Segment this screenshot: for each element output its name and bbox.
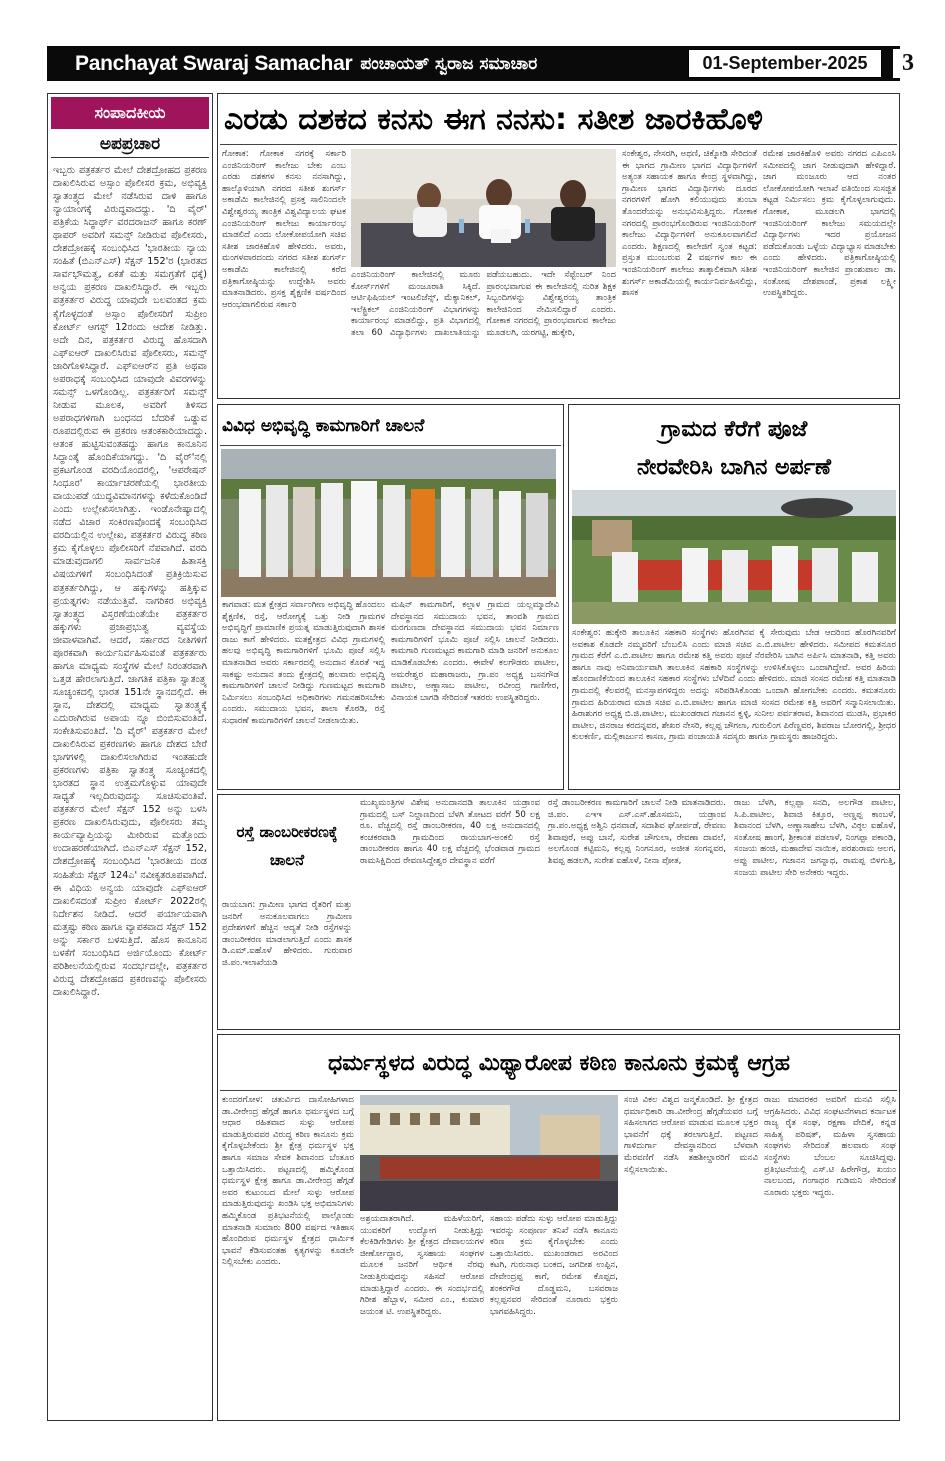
dev-col-1: ಕಾಗವಾಡ: ಮತ ಕ್ಷೇತ್ರದ ಸರ್ವಾಂಗೀಣ ಅಭಿವೃದ್ಧಿ ಹೊಂದಲು ಶೈಕ್ಷಣಿಕ, ರಸ್ತೆ, ಆರೋಗ್ಯಕ್ಕೆ ಒತ್ತು ನೀಡಿ ಗ್ರಾಮಗಳ ಅಭಿವೃದ್ಧಿಗೆ ಪ್ರಾಮಾಣಿಕ ಪ್ರಯತ್ನ ಮಾಡುತ್ತಿರುವುದಾಗಿ ಶಾಸಕ ರಾಜು ಕಾಗೆ ಹೇಳಿದರು. ಮತಕ್ಷೇತ್ರದ ವಿವಿಧ ಗ್ರಾಮಗಳಲ್ಲಿ ಹಲವು ಅಭಿವೃದ್ಧಿ ಕಾಮಗಾರಿಗಳಿಗೆ ಭೂಮಿ ಪೂಜೆ ಸಲ್ಲಿಸಿ ಮಾತನಾಡಿದ ಅವರು ಸರ್ಕಾರದಲ್ಲಿ ಅನುದಾನ ಕೊರತೆ ಇದ್ದ ಸಾಕಷ್ಟು ಅನುದಾನ ತಂದು ಕ್ಷೇತ್ರದಲ್ಲಿ ಹಲವಾರು ಅಭಿವೃದ್ಧಿ ಕಾಮಗಾರಿಗಳಿಗೆ ಚಾಲನೆ ನೀಡಿದ್ದು ಗುಣಮಟ್ಟದ ಕಾಮಗಾರಿ ನಿರ್ಮಿಸಲು ಸಂಬಂಧಿಸಿದ ಅಧಿಕಾರಿಗಳು ಗಮನಹರಿಸಬೇಕು ಎಂದರು. ಸಮುದಾಯ ಭವನ, ಶಾಲಾ ಕೊಠಡಿ, ರಸ್ತೆ ಸುಧಾರಣೆ ಕಾಮಗಾರಿಗಳಿಗೆ ಚಾಲನೆ ನೀಡಲಾಯಿತು. [222,600,385,726]
issue-date: 01-September-2025 [688,49,882,78]
road-col-3: ರಸ್ತೆ ಡಾಂಬರೀಕರಣ ಕಾಮಗಾರಿಗೆ ಚಾಲನೆ ನೀಡಿ ಮಾತನಾಡಿದರು. ಜಿ.ಪಂ. ಎಇಇ ಎಸ್.ಎಸ್.ಹೊಸಮನಿ, ಯಡ್ರಾಂವ ಗ್ರಾ.ಪಂ.ಅಧ್ಯಕ್ಷ ಅಶ್ವಿನಿ ಧನವಾಡೆ, ಸದಾಶಿವ ಘೋರ್ಪಡೆ, ರೇವಣು ಶಿವಾಪುರೆ, ಅಪ್ಪು ಬಾನೆ, ಸುರೇಶ ಚೌಗುಲಾ, ರೇವಣಾ ದಾವಲೆ, ಅಲಗೊಂಡ ಕಟ್ಟಿಮನಿ, ಕಲ್ಲಪ್ಪ ನಿಂಗನೂರ, ಅಜೀತ ಸಂಗನ್ನವರ, ಶಿವಪ್ಪ ಹಡಲಗಿ, ಸುರೇಶ ಐಹೊಳೆ, ನೀನಾ ಪೋತ, [548,798,726,866]
lead-headline: ಎರಡು ದಶಕದ ಕನಸು ಈಗ ನನಸು: ಸತೀಶ ಜಾರಕಿಹೊಳಿ [224,102,763,137]
dev-col-2: ಮಷಿನ್ ಕಾಮಗಾರಿಗೆ, ಕಲ್ಲಾಳ ಗ್ರಾಮದ ಯಲ್ಲಮ್ಮಾದೇವಿ ದೇವಸ್ಥಾನದ ಸಮುದಾಯ ಭವನ, ತಾಂವಶಿ ಗ್ರಾಮದ ಮರಗುಣದಾ ದೇವಸ್ಥಾನದ ಸಮುದಾಯ ಭವನ ನಿರ್ಮಾಣ ಕಾಮಗಾರಿಗಳಿಗೆ ಭೂಮಿ ಪೂಜೆ ಸಲ್ಲಿಸಿ ಚಾಲನೆ ನೀಡಿದರು. ಕಾಮಗಾರಿ ಗುಣಮಟ್ಟದ ಕಾಮಗಾರಿ ಮಾಡಿ ಜನರಿಗೆ ಅನುಕೂಲ ಮಾಡಿಕೊಡಬೇಕು ಎಂದರು. ಈವೇಳೆ ಕಲಗೌಡರು ಪಾಟೀಲ, ಅಮರೇಶ್ವರ ಮಹಾರಾಜರು, ಗ್ರಾ.ಪಂ ಅಧ್ಯಕ್ಷ ಬಸನಗೌಡ ಪಾಟೀಲ, ಅಣ್ಣಾಸಾಬ ಪಾಟೀಲ, ರವೀಂದ್ರ ಗಾಣಿಗೇರ, ವಿನಾಯಕ ಬಾಗಡಿ ಸೇರಿದಂತೆ ಇತರರು ಉಪಸ್ಥಿತರಿದ್ದರು. [391,600,559,703]
masthead-title-english: Panchayat Swaraj Samachar [75,51,353,75]
dharma-photo [360,1095,618,1211]
lake-headline-line-1: ಗ್ರಾಮದ ಕೆರೆಗೆ ಪೂಜೆ [660,417,808,442]
dharma-col-2: ಅಶ್ರಯದಾತರಾಗಿದೆ. ಮಹಿಳೆಯರಿಗೆ, ಯುವಕರಿಗೆ ಉದ್ಯೋಗ ನೀಡುತ್ತಿದ್ದು ಕೆಲಕಿಡಿಗೇಡಿಗಳು ಶ್ರೀ ಕ್ಷೇತ್ರದ ದೇವಾಲಯಗಳ ಜೀರ್ಣೋದ್ಧಾರ, ಸ್ವಸಹಾಯ ಸಂಘಗಳ ಮೂಲಕ ಜನರಿಗೆ ಆರ್ಥಿಕ ನೆರವು ನೀಡುತ್ತಿರುವುದನ್ನು ಸಹಿಸದೆ ಆರೋಪ ಮಾಡುತ್ತಿದ್ದಾರೆ ಎಂದರು. ಈ ಸಂದರ್ಭದಲ್ಲಿ ಗಿರೀಶ ಹೆಬ್ಬಾಳ, ಸಮೀರ ಎಂ., ಕುಮಾರ ಜಯಂತ ಟಿ. ಉಪಸ್ಥಿತರಿದ್ದರು. [360,1214,484,1317]
lead-headline-rule [220,144,897,145]
road-col-4: ರಾಜು ಬೆಳಗಿ, ಕಲ್ಲಪ್ಪಾ ಸನದಿ, ಅಲಗೌಡ ಪಾಟೀಲ, ಸಿ.ಪಿ.ಪಾಟೀಲ, ಶಿವಾಜಿ ಕಿತ್ತೂರ, ಅಣ್ಣಪ್ಪ ಕಾಂಬಳೆ, ಶಿವಾನಂದ ಬೆಳಗಿ, ಅಣ್ಣಾಸಾಹೇಬ ಬೆಳಗಿ, ವಿಠ್ಠಲ ಐಹೊಳೆ, ಸಂತೋಷ ಹಾಂಗೆ, ಶ್ರೀಕಾಂತ ಪಡಲಾಳೆ, ನಿಂಗಪ್ಪಾ ಪಕಾಂಡಿ, ಸಂಜಯ ಹಂಜಿ, ಮಹಾದೇವ ನಾಯಿಕ, ಪರಶುರಾಮ ಆಲಗ, ಅಪ್ಪು ಪಾಟೀಲ, ಗಜಾನನ ಜಗನ್ನಾಥ, ರಾಮಪ್ಪ ಬಿಳಗುತ್ತಿ, ಸಂಜಯ ಪಾಟೀಲ ಸೇರಿ ಅನೇಕರು ಇದ್ದರು. [734,798,896,878]
lead-col-1: ಗೋಕಾಕ: ಗೋಕಾಕ ನಗರಕ್ಕೆ ಸರ್ಕಾರಿ ಎಂಜಿನಿಯರಿಂಗ್ ಕಾಲೇಜು ಬೇಕು ಎಂಬ ಎರಡು ದಶಕಗಳ ಕನಸು ನನಸಾಗಿದ್ದು, ಹಾಲ್ಕೊಳಿಯಾಗಿ ನಗರದ ಸತೀಶ ಶುಗರ್ಸ್ ಅಕಾಡೆಮಿ ಕಾಲೇಜಿನಲ್ಲಿ ಪ್ರಸಕ್ತ ಸಾಲಿನಿಂದಲೇ ವಿಶ್ವೇಶ್ವರಯ್ಯ ತಾಂತ್ರಿಕ ವಿಶ್ವವಿದ್ಯಾಲಯ ಘಟಕ ಎಂಜಿನಿಯರಿಂಗ್ ಕಾಲೇಜು ಕಾರ್ಯಾರಂಭ ಮಾಡಲಿದೆ ಎಂದು ಲೋಕೋಪಯೋಗಿ ಸಚಿವ ಸತೀಶ ಜಾರಕಿಹೊಳಿ ಹೇಳಿದರು. ಅವರು, ಮಂಗಳವಾರದಂದು ನಗರದ ಸತೀಶ ಶುಗರ್ಸ್ ಅಕಾಡೆಮಿ ಕಾಲೇಜಿನಲ್ಲಿ ಕರೆದ ಪತ್ರಿಕಾಗೋಷ್ಠಿಯನ್ನು ಉದ್ದೇಶಿಸಿ ಅವರು ಮಾತನಾಡಿದರು. ಪ್ರಸಕ್ತ ಶೈಕ್ಷಣಿಕ ವರ್ಷದಿಂದ ಆರಂಭವಾಗಲಿರುವ ಸರ್ಕಾರಿ [222,149,346,310]
lake-photo [572,490,896,624]
dharma-col-3: ಸಹಾಯ ಪಡೆದು ಸುಳ್ಳು ಆರೋಪ ಮಾಡುತ್ತಿದ್ದು ಇವರನ್ನು ಸಂಪೂರ್ಣ ತನಿಖೆ ನಡೆಸಿ ಕಾನೂನು ಕಠಿಣ ಕ್ರಮ ಕೈಗೊಳ್ಳಬೇಕು ಎಂದು ಒತ್ತಾಯಿಸಿದರು. ಮುಖಂಡರಾದ ಅರವಿಂದ ಕಟಗಿ, ಗುರುನಾಥ ಬಂಕದ, ಜಗದೀಶ ಉಪ್ಪಿನ, ದೇವೇಂದ್ರಪ್ಪ ಕಾಗೆ, ರಮೇಶ ಕೊಪ್ಪದ, ಶಂಕರಗೌಡ ದೊಡ್ಡಮನಿ, ಬಸವರಾಜ ಕಲ್ಲಪ್ಪನವರ ಸೇರಿದಂತೆ ನೂರಾರು ಭಕ್ತರು ಭಾಗವಹಿಸಿದ್ದರು. [490,1214,618,1317]
lead-col-2: ಎಂಜಿನಿಯರಿಂಗ್ ಕಾಲೇಜಿನಲ್ಲಿ ಮೂರು ಕೋರ್ಸ್‌ಗಳಿಗೆ ಮಂಜೂರಾತಿ ಸಿಕ್ಕಿದೆ. ಆರ್ಟಿಫಿಷಿಯಲ್ ಇಂಟಲಿಜೆನ್ಸ್, ಮೆಕ್ಯಾನಿಕಲ್, ಇಲೆಕ್ಟ್ರಿಕಲ್ ಎಂಜಿನಿಯರಿಂಗ್ ವಿಭಾಗಗಳನ್ನು ಕಾರ್ಯಾರಂಭ ಮಾಡಲಿದ್ದು, ಪ್ರತಿ ವಿಭಾಗದಲ್ಲಿ ತಲಾ 60 ವಿದ್ಯಾರ್ಥಿಗಳು ದಾಖಲಾತಿಯನ್ನು ಪಡೆಯಬಹುದು. ಇದೇ ಸೆಪ್ಟೆಂಬರ್ ನಿಂದ ಪ್ರಾರಂಭವಾಗುವ ಈ ಕಾಲೇಜಿನಲ್ಲಿ ನುರಿತ ಶಿಕ್ಷಕ ಸಿಬ್ಬಂದಿಗಳನ್ನು ವಿಶ್ವೇಶ್ವರಯ್ಯ ತಾಂತ್ರಿಕ ಕಾಲೇಜಿನಿಂದ ನೇಮಿಸಲಿದ್ದಾರೆ ಎಂದರು. ಗೋಕಾಕ ನಗರದಲ್ಲಿ ಪ್ರಾರಂಭವಾಗುವ ಕಾಲೇಜು ಮೂಡಲಗಿ, ಯರಗಟ್ಟಿ, ಹುಕ್ಕೇರಿ, [351,270,616,338]
road-col-2: ಮುಖ್ಯಮಂತ್ರಿಗಳ ವಿಶೇಷ ಅನುದಾನದಡಿ ತಾಲೂಕಿನ ಯಡ್ರಾಂವ ಗ್ರಾಮದಲ್ಲಿ ಬಸ್ ನಿಲ್ದಾಣದಿಂದ ಬೆಳಗಿ ತೋಟದ ವರೆಗೆ 50 ಲಕ್ಷ ರೂ. ವೆಚ್ಚದಲ್ಲಿ ರಸ್ತೆ ಡಾಂಬರೀಕರಣ, 40 ಲಕ್ಷ ಅನುದಾನದಲ್ಲಿ ಕಂಚಕರವಾಡಿ ಗ್ರಾಮದಿಂದ ರಾಯಬಾಗ-ಅಂಕಲಿ ರಸ್ತೆ ಡಾಂಬರೀಕರಣ ಹಾಗೂ 40 ಲಕ್ಷ ವೆಚ್ಚದಲ್ಲಿ ಭೆಂಡವಾಡ ಗ್ರಾಮದ ರಾಮಸಿಕ್ಷಿದಿಂದ ರೇವಣಸಿದ್ದೇಶ್ವರ ದೇವಸ್ಥಾನ ವರೆಗೆ [360,798,540,866]
dharma-headline-rule [220,1090,897,1091]
dev-photo [221,449,556,597]
masthead-title-kannada: ಪಂಚಾಯತ್ ಸ್ವರಾಜ ಸಮಾಚಾರ [360,53,538,74]
dharma-col-1: ಕುಂದರಗೋಳ: ಚತುರ್ವಿದ ದಾಸೋಹಿಗಳಾದ ಡಾ.ವೀರೇಂದ್ರ ಹೆಗ್ಗಡೆ ಹಾಗೂ ಧರ್ಮಸ್ಥಳದ ಬಗ್ಗೆ ಆಧಾರ ರಹಿತವಾದ ಸುಳ್ಳು ಆರೋಪ ಮಾಡುತ್ತಿರುವವರ ವಿರುದ್ಧ ಕಠಿಣ ಕಾನೂನು ಕ್ರಮ ಕೈಗೊಳ್ಳಬೇಕೆಂದು ಶ್ರೀ ಕ್ಷೇತ್ರ ಧರ್ಮಸ್ಥಳ ಭಕ್ತ ಹಾಗೂ ಸಮಾಜ ಸೇವಕ ಶಿವಾನಂದ ಬೆಂತೂರ ಒತ್ತಾಯಿಸಿದರು. ಪಟ್ಟಣದಲ್ಲಿ ಹಮ್ಮಿಕೊಂಡ ಧರ್ಮಸ್ಥಳ ಕ್ಷೇತ್ರ ಹಾಗೂ ಡಾ.ವೀರೇಂದ್ರ ಹೆಗ್ಗಡೆ ಅವರ ಕುಟುಂಬದ ಮೇಲೆ ಸುಳ್ಳು ಆರೋಪ ಮಾಡುತ್ತಿರುವುದನ್ನು ಖಂಡಿಸಿ ಭಕ್ತ ಅಭಿಮಾನಿಗಳು ಹಮ್ಮಿಕೊಂಡ ಪ್ರತಿಭಟನೆಯಲ್ಲಿ ಪಾಲ್ಗೊಂಡು ಮಾತನಾಡಿ ಸುಮಾರು 800 ವರ್ಷದ ಇತಿಹಾಸ ಹೊಂದಿರುವ ಧರ್ಮಸ್ಥಳ ಕ್ಷೇತ್ರದ ಧಾರ್ಮಿಕ ಭಾವನೆ ಕೆಡಿಸುವಂತಹ ಕೃತ್ಯಗಳನ್ನು ಕೂಡಲೇ ನಿಲ್ಲಿಸಬೇಕು ಎಂದರು. [222,1095,354,1268]
editorial-body: ಇಬ್ಬರು ಪತ್ರಕರ್ತರ ಮೇಲೆ ದೇಶದ್ರೋಹದ ಪ್ರಕರಣ ದಾಖಲಿಸಿರುವ ಅಸ್ಸಾಂ ಪೊಲೀಸರ ಕ್ರಮ, ಅಭಿವ್ಯಕ್ತಿ ಸ್ವಾತಂತ್ರ್ಯದ ಮೇಲೆ ನಡೆಸಿರುವ ದಾಳಿ ಹಾಗೂ ನ್ಯಾಯಾಂಗಕ್ಕೆ ವಿರುದ್ಧವಾದದ್ದು. 'ದಿ ವೈರ್' ಪತ್ರಿಕೆಯ ಸಿದ್ಧಾರ್ಥ್ ವರದರಾಜನ್ ಹಾಗೂ ಕರಣ್ ಥಾಪರ್ ಅವರಿಗೆ ಸಮನ್ಸ್ ನೀಡಿರುವ ಪೊಲೀಸರು, ದೇಶದ್ರೋಹಕ್ಕೆ ಸಂಬಂಧಿಸಿದ 'ಭಾರತೀಯ ನ್ಯಾಯ ಸಂಹಿತೆ (ಬಿಎನ್‌ಎಸ್) ಸೆಕ್ಷನ್ 152'ರ (ಭಾರತದ ಸಾರ್ವಭೌಮತ್ವ, ಏಕತೆ ಮತ್ತು ಸಮಗ್ರತೆಗೆ ಧಕ್ಕೆ) ಅನ್ವಯ ಪ್ರಕರಣ ದಾಖಲಿಸಿದ್ದಾರೆ. ಈ ಇಬ್ಬರು ಪತ್ರಕರ್ತರ ವಿರುದ್ಧ ಯಾವುದೇ ಬಲವಂತದ ಕ್ರಮ ಕೈಗೊಳ್ಳದಂತೆ ಅಸ್ಸಾಂ ಪೊಲೀಸರಿಗೆ ಸುಪ್ರೀಂ ಕೋರ್ಟ್ ಆಗಸ್ಟ್ 12ರಂದು ಆದೇಶ ನೀಡಿತ್ತು. ಅದೇ ದಿನ, ಪತ್ರಕರ್ತರ ವಿರುದ್ಧ ಹೊಸದಾಗಿ ಎಫ್‌ಐಆರ್ ದಾಖಲಿಸಿರುವ ಪೊಲೀಸರು, ಸಮನ್ಸ್ ಜಾರಿಗೊಳಿಸಿದ್ದಾರೆ. ಎಫ್‌ಐಆರ್‌ನ ಪ್ರತಿ ಅಥವಾ ಅಪರಾಧಕ್ಕೆ ಸಂಬಂಧಿಸಿದ ಯಾವುದೇ ವಿವರಗಳನ್ನು ಸಮನ್ಸ್ ಒಳಗೊಂಡಿಲ್ಲ. ಪತ್ರಕರ್ತರಿಗೆ ಸಮನ್ಸ್ ನೀಡುವ ಮೂಲಕ, ಅವರಿಗೆ ತಿಳಿಸದ ಅಪರಾಧಗಳಿಗಾಗಿ ಬಂಧನದ ಬೆದರಿಕೆ ಒಡ್ಡುವ ರೂಪದಲ್ಲಿರುವ ಈ ಪ್ರಕರಣ ಆತಂಕಕಾರಿಯಾದದ್ದು. ಆತಂಕ ಹುಟ್ಟಿಸುವಂತಹದ್ದು ಹಾಗೂ ಕಾನೂನಿನ ಸಿದ್ಧಾಂತ್ಕೆ ಹೊಂದಿಕೆಯಾಗದ್ದು. 'ದಿ ವೈರ್'ನಲ್ಲಿ ಪ್ರಕಟಗೊಂಡ ವರದಿಯೊಂದರಲ್ಲಿ, 'ಆಪರೇಷನ್ ಸಿಂಧೂರ' ಕಾರ್ಯಾಚರಣೆಯಲ್ಲಿ ಭಾರತೀಯ ವಾಯುಪಡೆ ಯುದ್ಧವಿಮಾನಗಳನ್ನು ಕಳೆದುಕೊಂಡಿದೆ ಎಂದು ಉಲ್ಲೇಖಿಸಲಾಗಿತ್ತು. ಇಂಡೊನೇಷ್ಯಾದಲ್ಲಿ ನಡೆದ ವಿಚಾರ ಸಂಕಿರಣವೊಂದಕ್ಕೆ ಸಂಬಂಧಿಸಿದ ವರದಿಯಲ್ಲಿನ ಉಲ್ಲೇಖ, ಪತ್ರಕರ್ತರ ವಿರುದ್ಧ ಕಠಿಣ ಕ್ರಮ ಕೈಗೊಳ್ಳಲು ಪೊಲೀಸರಿಗೆ ನೆಪವಾಗಿದೆ. ವರದಿ ಮಾಡುವುದಾಗಲಿ ಸಾರ್ವಜನಿಕ ಹಿತಾಸಕ್ತಿ ವಿಷಯಗಳಿಗೆ ಸಂಬಂಧಿಸಿದಂತೆ ಪ್ರತಿಕ್ರಿಯಿಸುವ ಪತ್ರಕರ್ತರಿಗಿದ್ದು, ಆ ಹಕ್ಕುಗಳನ್ನು ಹತ್ತಿಕ್ಕುವ ಪ್ರಯತ್ನಗಳು ನಡೆಯುತ್ತಿವೆ. ನಾಗರಿಕರ ಅಭಿವ್ಯಕ್ತಿ ಸ್ವಾತಂತ್ರ್ಯದ ವಿಸ್ತರಣೆಯಂತೆಯೇ ಪತ್ರಕರ್ತರ ಹಕ್ಕುಗಳು ಪ್ರಜಾಪ್ರಭುತ್ವ ವ್ಯವಸ್ಥೆಯ ಜೀವಾಳವಾಗಿವೆ. ಆದರೆ, ಸರ್ಕಾರದ ನೀತಿಗಳಿಗೆ ಪೂರಕವಾಗಿ ಕಾರ್ಯನಿರ್ವಹಿಸುವಂತೆ ಪತ್ರಕರ್ತರು ಹಾಗೂ ಮಾಧ್ಯಮ ಸಂಸ್ಥೆಗಳ ಮೇಲೆ ನಿರಂತರವಾಗಿ ಒತ್ತಡ ಹೇರಲಾಗುತ್ತಿದೆ. ಜಾಗತಿಕ ಪತ್ರಿಕಾ ಸ್ವಾತಂತ್ರ್ಯ ಸೂಚ್ಯಂಕದಲ್ಲಿ ಭಾರತ 151ನೇ ಸ್ಥಾನದಲ್ಲಿದೆ. ಈ ಸ್ಥಾನ, ದೇಶದಲ್ಲಿ ಮಾಧ್ಯಮ ಸ್ವಾತಂತ್ರ್ಯಕ್ಕೆ ಎದುರಾಗಿರುವ ಅಪಾಯ ನ್ನೂ ಬಿಂಬಿಸುವಂತಿದೆ. ಸಂಕೇತಿಸುವಂತಿದೆ. 'ದಿ ವೈರ್' ಪತ್ರಕರ್ತರ ಮೇಲೆ ದಾಖಲಿಸಿರುವ ಪ್ರಕರಣಗಳು ಹಾಗೂ ದೇಶದ ಬೇರೆ ಭಾಗಗಳಲ್ಲಿ ದಾಖಲಿಸಲಾಗಿರುವ ಇಂತಹುದೇ ಪ್ರಕರಣಗಳು ಪತ್ರಿಕಾ ಸ್ವಾತಂತ್ರ್ಯ ಸೂಚ್ಯಂಕದಲ್ಲಿ ಭಾರತದ ಸ್ಥಾನ ಉತ್ತಮಗೊಳ್ಳುವ ಯಾವುದೇ ಸಾಧ್ಯತೆ ಇಲ್ಲದಿರುವುದನ್ನು ಸೂಚಿಸುವಂತಿವೆ. ಪತ್ರಕರ್ತರ ಮೇಲೆ ಸೆಕ್ಷನ್ 152 ಅನ್ನು ಬಳಸಿ ಪ್ರಕರಣ ದಾಖಲಿಸಿರುವುದು, ಪೊಲೀಸರು ತಮ್ಮ ಕಾರ್ಯವ್ಯಾಪ್ತಿಯನ್ನು ಮೀರಿರುವ ಮತ್ತೊಂದು ಉದಾಹರಣೆಯಾಗಿದೆ. ಬಿಎನ್‌ಎಸ್ ಸೆಕ್ಷನ್ 152, ದೇಶದ್ರೋಹಕ್ಕೆ ಸಂಬಂಧಿಸಿದ 'ಭಾರತೀಯ ದಂಡ ಸಂಹಿತೆಯ ಸೆಕ್ಷನ್ 124ಎ' ನವೀಕೃತರೂಪವಾಗಿದೆ. ಈ ವಿಧಿಯ ಅನ್ವಯ ಯಾವುದೇ ಎಫ್‌ಐಆರ್ ದಾಖಲಿಸದಂತೆ ಸುಪ್ರೀಂ ಕೋರ್ಟ್ 2022ರಲ್ಲಿ ನಿರ್ದೇಶನ ನೀಡಿದೆ. ಆದರೆ ಪರ್ಯಾಯವಾಗಿ ಮತ್ತಷ್ಟು ಕಠಿಣ ಹಾಗೂ ವ್ಯಾಪಕವಾದ ಸೆಕ್ಷನ್ 152 ಅನ್ನು ಸರ್ಕಾರ ಬಳಸುತ್ತಿದೆ. ಹೊಸ ಕಾನೂನಿನ ಬಳಕೆಗೆ ಸಂಬಂಧಿಸಿದ ಅರ್ಜಿಯೊಂದು ಕೋರ್ಟ್ ಪರಿಶೀಲನೆಯಲ್ಲಿರುವ ಸಂದರ್ಭದಲ್ಲೇ, ಪತ್ರಕರ್ತರ ವಿರುದ್ಧ ದೇಶದ್ರೋಹದ ಪ್ರಕರಣವನ್ನು ಪೊಲೀಸರು ದಾಖಲಿಸಿದ್ದಾರೆ. [53,165,207,998]
road-headline-line-2: ಚಾಲನೆ [269,851,305,869]
editorial-label: ಸಂಪಾದಕೀಯ [51,97,209,129]
lake-headline-line-2: ನೇರವೇರಿಸಿ ಬಾಗಿನ ಅರ್ಪಣೆ [636,455,832,480]
editorial-title: ಅಪಪ್ರಚಾರ [51,130,209,158]
road-col-1: ರಾಯಬಾಗ: ಗ್ರಾಮೀಣ ಭಾಗದ ರೈತರಿಗೆ ಮತ್ತು ಜನರಿಗೆ ಅನುಕೂಲವಾಗಲು ಗ್ರಾಮೀಣ ಪ್ರದೇಶಗಳಿಗೆ ಹೆಚ್ಚಿನ ಆದ್ಯತೆ ನೀಡಿ ರಸ್ತೆಗಳನ್ನು ಡಾಂಬರೀಕರಣ ಮಾಡಲಾಗುತ್ತಿದೆ ಎಂದು ಶಾಸಕ ಡಿ.ಎಮ್.ಐಹೊಳೆ ಹೇಳಿದರು. ಗುರುವಾರ ಜಿ.ಪಂ.ಇಲಾಖೆಯಡಿ [222,900,352,968]
lead-col-3: ಸಂಕೇಶ್ವರ, ನೇಸರಗಿ, ಅಥಣಿ, ಚಿಕ್ಕೋಡಿ ಸೇರಿದಂತೆ ಈ ಭಾಗದ ಗ್ರಾಮೀಣ ಭಾಗದ ವಿದ್ಯಾರ್ಥಿಗಳಿಗೆ ಅತ್ಯಂತ ಸಹಾಯಕ ಹಾಗೂ ಕೇಂದ್ರ ಸ್ಥಳವಾಗಿದ್ದು, ಗ್ರಾಮೀಣ ಭಾಗದ ವಿದ್ಯಾರ್ಥಿಗಳು ದೂರದ ನಗರಗಳಿಗೆ ಹೋಗಿ ಕಲಿಯುವುದು ತುಂಬಾ ತೊಂದರೆಯನ್ನು ಅನುಭವಿಸುತ್ತಿದ್ದರು. ಗೋಕಾಕ ನಗರದಲ್ಲಿ ಪ್ರಾರಂಭಗೊಂಡಿರುವ ಇಂಜಿನಿಯರಿಂಗ್ ಕಾಲೇಜು ವಿದ್ಯಾರ್ಥಿಗಳಿಗೆ ಅನುಕೂಲವಾಗಲಿದೆ ಎಂದರು. ಶಿಕ್ಷಣದಲ್ಲಿ ಕಾಲೇಜಿಗೆ ಸ್ವಂತ ಕಟ್ಟಡ: ಪ್ರಸ್ತುತ ಮುಂಬರುವ 2 ವರ್ಷಗಳ ಕಾಲ ಈ ಇಂಜಿನಿಯರಿಂಗ್ ಕಾಲೇಜು ತಾತ್ಕಾಲಿಕವಾಗಿ ಸತೀಶ ಶುಗರ್ಸ್ ಅಕಾಡೆಮಿಯಲ್ಲಿ ಕಾರ್ಯನಿರ್ವಹಿಸಲಿದ್ದು, ಶಾಸಕ [622,149,757,299]
page-number: 3 [893,49,923,78]
dharma-col-4: ಸಂಚಿ ವಿಕಲ ವಿಶ್ವದ ಜನ್ಮಕೊಂಡಿದೆ. ಶ್ರೀ ಕ್ಷೇತ್ರದ ಧರ್ಮಾಧಿಕಾರಿ ಡಾ.ವೀರೇಂದ್ರ ಹೆಗ್ಗಡೆಯವರ ಬಗ್ಗೆ ಸಹಿಸಲಾಗದ ಆರೋಪ ಮಾಡುವ ಮೂಲಕ ಭಕ್ತರ ಭಾವನೆಗೆ ಧಕ್ಕೆ ತರಲಾಗುತ್ತಿದೆ. ಪಟ್ಟಣದ ಗಾಳಿದುರ್ಗಾ ದೇವಸ್ಥಾನದಿಂದ ಬೆಳವಾಗಿ ಮೆರವಣಿಗೆ ನಡೆಸಿ ತಹಶೀಲ್ದಾರರಿಗೆ ಮನವಿ ಸಲ್ಲಿಸಲಾಯಿತು. [624,1095,758,1175]
road-headline-line-1: ರಸ್ತೆ ಡಾಂಬರೀಕರಣಕ್ಕೆ [236,823,338,841]
dharma-headline: ಧರ್ಮಸ್ಥಳದ ವಿರುದ್ಧ ಮಿಥ್ಯಾರೋಪ ಕಠಿಣ ಕಾನೂನು ಕ್ರಮಕ್ಕೆ ಆಗ್ರಹ [328,1051,790,1076]
dharma-col-5: ರಾಜು ಮಾದರಕರ ಅವರಿಗೆ ಮನವಿ ಸಲ್ಲಿಸಿ ಆಗ್ರಹಿಸಿದರು. ವಿವಿಧ ಸಂಘಟನೆಗಳಾದ ಕರ್ನಾಟಕ ರಾಜ್ಯ ರೈತ ಸಂಘ, ರಕ್ಷಣಾ ವೇದಿಕೆ, ಕನ್ನಡ ಸಾಹಿತ್ಯ ಪರಿಷತ್, ಮಹಿಳಾ ಸ್ವಸಹಾಯ ಸಂಘಗಳು ಸೇರಿದಂತೆ ಹಲವಾರು ಸಂಘ ಸಂಸ್ಥೆಗಳು ಬೆಂಬಲ ಸೂಚಿಸಿದ್ದವು. ಪ್ರತಿಭಟನೆಯಲ್ಲಿ ಎಸ್.ಟಿ ಹಿರೇಗೌಡ್ರ, ಖಯಂ ನಾಲಬಂದ, ಗಂಗಾಧರ ಗುಡಿಮನಿ ಸೇರಿದಂತೆ ನೂರಾರು ಭಕ್ತರು ಇದ್ದರು. [764,1095,896,1198]
lake-body: ಸಂಕೇಶ್ವರ: ಹುಕ್ಕೇರಿ ತಾಲೂಕಿನ ಸಹಕಾರಿ ಸಂಸ್ಥೆಗಳು ಹೊರಗಿನವ ಕೈ ಸೇರುವುದು ಬೇಡ ಆದರಿಂದ ಹೊರಗಿನವರಿಗೆ ಅವಕಾಶ ಕೊಡದೇ ನಮ್ಮವರಿಗೆ ಬೆಂಬಲಿಸಿ ಎಂದು ಮಾಜಿ ಸಚಿವ ಎ.ಬಿ.ಪಾಟೀಲ ಹೇಳಿದರು. ಸಮೀಪದ ಕಮತನೂರ ಗ್ರಾಮದ ಕೆರೆಗೆ ಎ.ಬಿ.ಪಾಟೀಲ ಹಾಗೂ ರಮೇಶ ಕತ್ತಿ ಅವರು ಪೂಜೆ ನೆರವೇರಿಸಿ ಬಾಗಿನ ಅರ್ಪಿಸಿ ಮಾತನಾಡಿ, ಕತ್ತಿ ಅವರು ಹಾಗೂ ನಾವು ಅನಿವಾರ್ಯವಾಗಿ ತಾಲೂಕಿನ ಸಹಕಾರಿ ಸಂಸ್ಥೆಗಳನ್ನು ಉಳಿಸಿಕೊಳ್ಳಲು ಒಂದಾಗಿದ್ದೇವೆ. ಅವರ ಹಿರಿಯ ಹೊಂದಾಣಿಕೆಯಿಂದ ತಾಲೂಕಿನ ಸಹಕಾರ ಸಂಸ್ಥೆಗಳು ಬೆಳೆದಿವೆ ಎಂದು ಹೇಳಿದರು. ಮಾಜಿ ಸಂಸದ ರಮೇಶ ಕತ್ತಿ ಮಾತನಾಡಿ ಗ್ರಾಮದಲ್ಲಿ ಕೆಲವರಲ್ಲಿ ಮನಸ್ತಾಪಗಳಿದ್ದರು ಅದನ್ನು ಸರಿಪಡಿಸಿಕೊಂಡು ಒಂದಾಗಿ ಹೋಗಬೇಕು ಎಂದರು. ಕಮತನೂರು ಗ್ರಾಮದ ಹಿರಿಯರಾದ ಮಾಜಿ ಸಚಿವ ಎ.ಬಿ.ಪಾಟೀಲ ಹಾಗೂ ಮಾಜಿ ಸಂಸದ ರಮೇಶ ಕತ್ತಿ ಅವರಿಗೆ ಸನ್ಮಾನಿಸಲಾಯಿತು. ಹಿರಾಶುಗರ ಅಧ್ಯಕ್ಷ ಬಿ.ಜಿ.ಪಾಟೀಲ, ಮುಖಂಡರಾದ ಗಜಾನನ ಕ್ವಳ್ಳಿ, ಸುನೀಲ ಪರ್ವತರಾವ, ಶಿವಾನಂದ ಮುಡಸಿ, ಪ್ರಭಾಕರ ಪಾಟೀಲ, ಜಿನರಾಜ ಕರದನ್ನವರ, ಶೇಖರ ನೇಸರಿ, ಕಲ್ಲಪ್ಪ ಚೌಗಲಾ, ಗುರುಲಿಂಗ ಪಿರೆಣ್ಣವರ, ಶಿವರಾಜ ಬೋರಗಲ್ಲಿ, ಶ್ರೀಧರ ಕುಲಕರ್ಣಿ, ಮಲ್ಲಿಕಾರ್ಜುನ ಕಾಸಣ, ಗ್ರಾಮ ಪಂಚಾಯತಿ ಸದಸ್ಯರು ಹಾಗೂ ಗ್ರಾಮಸ್ಥರು ಹಾಜರಿದ್ದರು. [572,628,896,743]
lead-photo [351,149,616,267]
lead-col-4: ರಮೇಶ ಜಾರಕಿಹೊಳಿ ಅವರು ನಗರದ ಎಪಿಎಂಸಿ ಸಮೀಪದಲ್ಲಿ ಜಾಗ ನೀಡುವುದಾಗಿ ಹೇಳಿದ್ದಾರೆ. ಜಾಗ ಮಂಜೂರು ಆದ ನಂತರ ಲೋಕೋಪಯೋಗಿ ಇಲಾಖೆ ವತಿಯಿಂದ ಸುಸಜ್ಜಿತ ಕಟ್ಟಡ ನಿರ್ಮಿಸಲು ಕ್ರಮ ಕೈಗೊಳ್ಳಲಾಗುವುದು. ಗೋಕಾಕ, ಮೂಡಲಗಿ ಭಾಗದಲ್ಲಿ ಇಂಜಿನಿಯರಿಂಗ್ ಕಾಲೇಜು ಸಮಯದಲ್ಲೇ ವಿದ್ಯಾರ್ಥಿಗಳು ಇದರ ಪ್ರಯೋಜನ ಪಡೆದುಕೊಂಡು ಒಳ್ಳೆಯ ವಿದ್ಯಾಭ್ಯಾಸ ಮಾಡಬೇಕು ಎಂದು ಹೇಳಿದರು. ಪತ್ರಿಕಾಗೋಷ್ಠಿಯಲ್ಲಿ ಇಂಜಿನಿಯರಿಂಗ್ ಕಾಲೇಜಿನ ಪ್ರಾಂಶುಪಾಲ ಡಾ. ಸಂತೋಷ ದೇಶಪಾಂಡೆ, ಪ್ರಕಾಶ ಲಕ್ಷ್ಮೀ ಉಪಸ್ಥಿತರಿದ್ದರು. [763,149,896,299]
dev-headline: ವಿವಿಧ ಅಭಿವೃದ್ಧಿ ಕಾಮಗಾರಿಗೆ ಚಾಲನೆ [222,416,425,436]
masthead [47,46,914,81]
dev-headline-rule [220,445,561,446]
